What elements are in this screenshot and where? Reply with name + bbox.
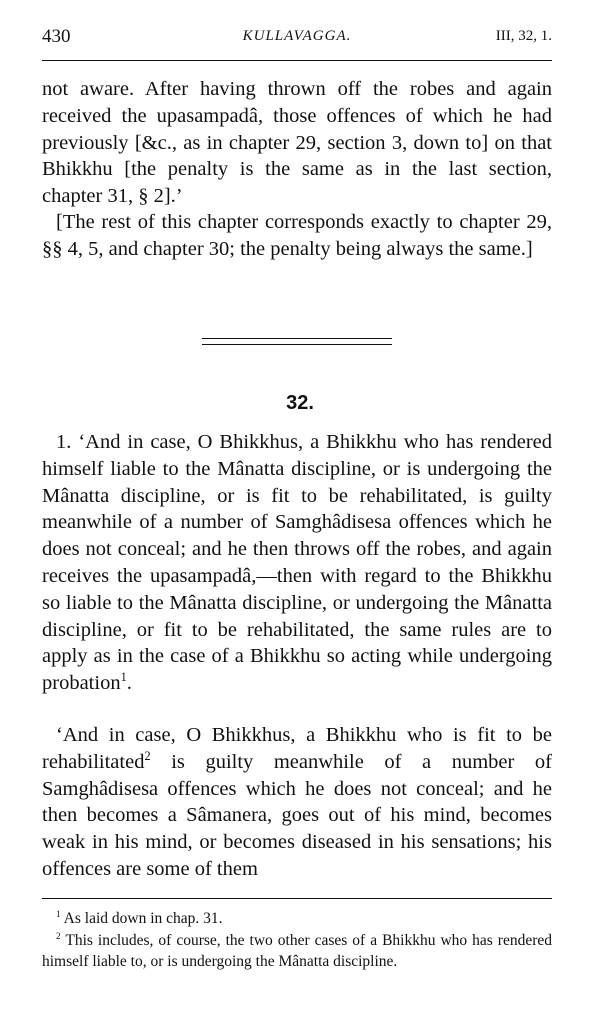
paragraph-continued: not aware. After having thrown off the robes and again received the upasampadâ, those offences of which he had previously [&c., as in chapter 29, section 3, down to] on that Bhikkhu [the penalty is the same as in the last section, chapter 31, § 2].’ [42, 78, 552, 208]
paragraph-bracketed-note: [The rest of this chapter corresponds exactly to chapter 29, §§ 4, 5, and chapter 30; the penalty being always the same.] [42, 211, 552, 260]
running-title: KULLAVAGGA. [242, 28, 352, 44]
footnote-reference: 2 [144, 748, 151, 763]
footnote-reference: 1 [120, 670, 127, 685]
paragraph-text-cont: is guilty meanwhile of a number of Samghâdisesa offences which he does not conceal; and he then becomes a Sâmanera, goes out of his mind, becomes weak in his mind, or becomes diseased in his sensations; his offences are some of them [42, 750, 552, 880]
paragraph-end: . [126, 672, 132, 695]
footnote [42, 908, 552, 930]
page-number: 430 [42, 26, 71, 47]
paragraph-text: 1. ‘And in case, O Bhikkhus, a Bhikkhu who has rendered himself liable to the Mânatta discipline, or is undergoing the Mânatta discipline, or is fit to be rehabilitated, is guilty meanwhile of a number of Samghâdisesa offences which he does not conceal; and he then throws off the robes, and again receives the upasampadâ,—then with regard to the Bhikkhu so liable to the Mânatta discipline, or undergoing the Mânatta discipline, or fit to be rehabilitated, the same rules are to apply as in the case of a Bhikkhu so acting while undergoing probation [42, 431, 552, 695]
paragraph-text: ‘And in case, O Bhikkhus, a Bhikkhu who is fit to be rehabilitated [42, 724, 552, 773]
footnote-mark: 1 [56, 909, 61, 920]
section-reference: III, 32, 1. [495, 28, 552, 44]
footnote-mark: 2 [56, 931, 61, 942]
footnote [42, 930, 552, 973]
footnote-rule [42, 898, 552, 899]
paragraph-section-32-1 [42, 429, 552, 697]
footnotes [42, 908, 552, 973]
footnote-text: As laid down in chap. 31. [60, 910, 223, 927]
footnote-text: This includes, of course, the two other cases of a Bhikkhu who has rendered himself liable to, or is undergoing the Mânatta discipline. [42, 931, 552, 970]
header-rule [42, 60, 552, 61]
section-divider [202, 338, 392, 345]
paragraph-rehabilitation [42, 722, 552, 883]
section-number: 32. [286, 392, 314, 414]
page-header [42, 26, 552, 54]
